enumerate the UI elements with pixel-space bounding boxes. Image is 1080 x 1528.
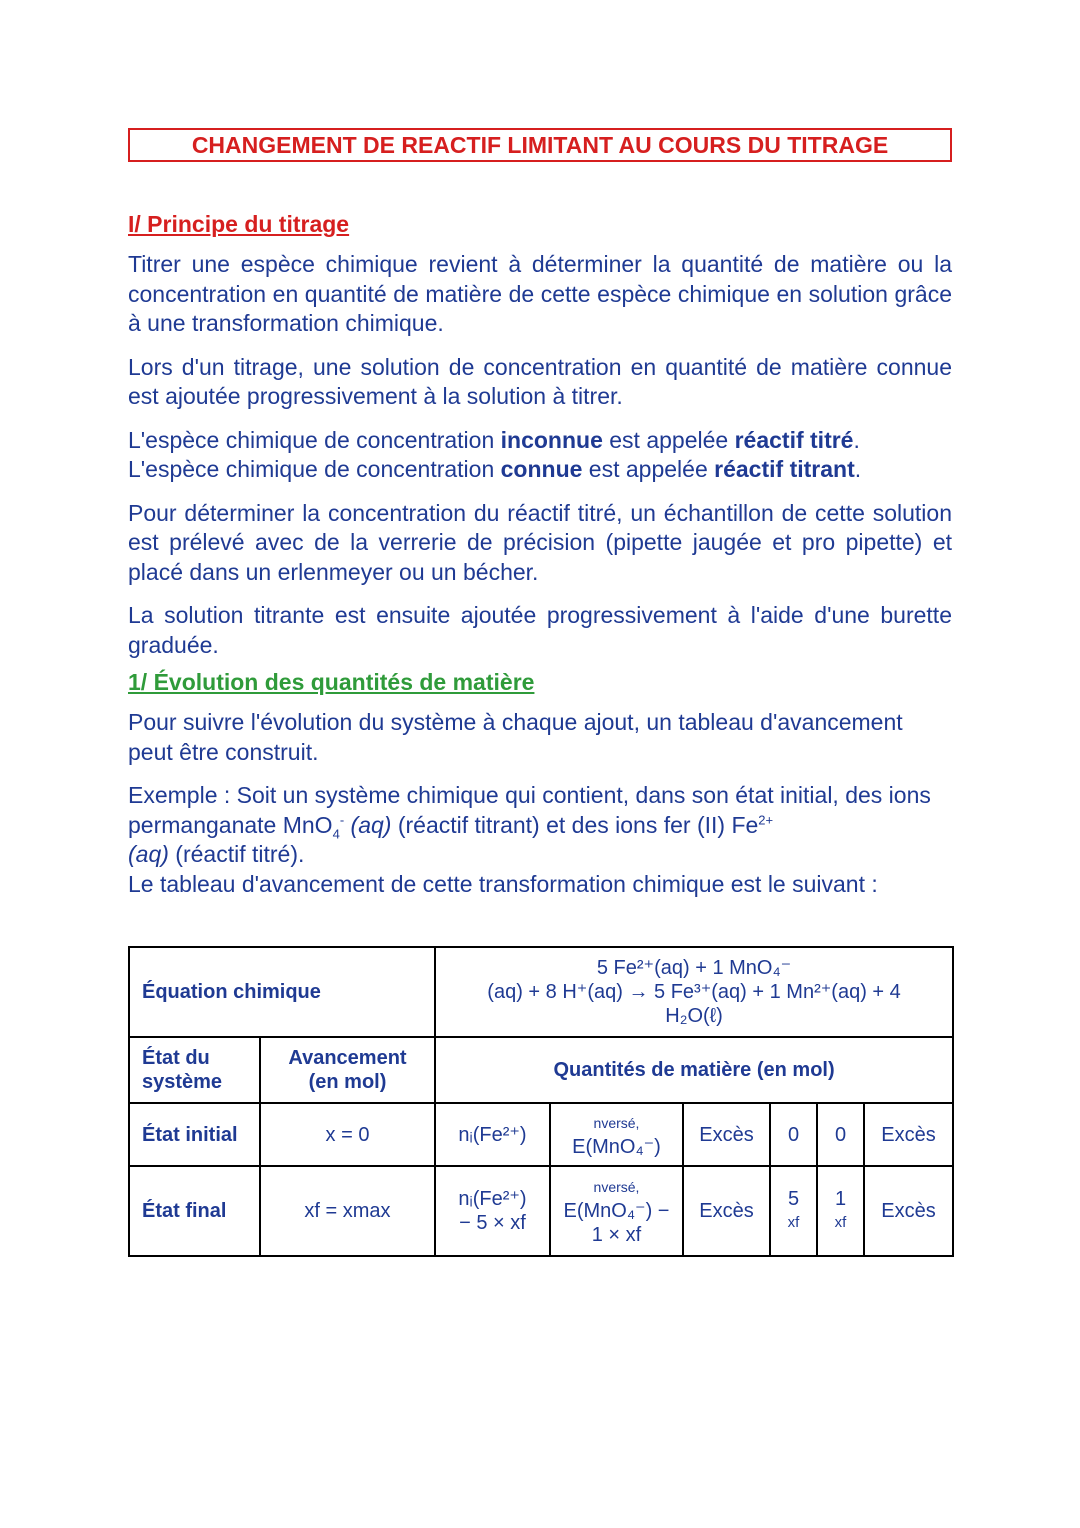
initial-mn2: 0 <box>817 1103 864 1166</box>
table-row-final <box>129 1166 953 1256</box>
paragraph-echantillon: Pour déterminer la concentration du réactif titré, un échantillon de cette solution est prélevé avec de la verrerie de précision (pipette jaugée et pro pipette) et placé dans un erlenmeyer ou un bécher. <box>128 499 952 585</box>
equation-label: Équation chimique <box>129 947 435 1037</box>
final-h: Excès <box>683 1166 770 1256</box>
paragraph-exemple: Exemple : Soit un système chimique qui contient, dans son état initial, des ions permanganate MnO$_4$- (aq) (réactif titrant) et des ions fer (II) $Fe^{2+}$ (aq) (réactif titré). Le tableau d'avancement de cette transformation chimique est le suivant : <box>128 782 931 897</box>
initial-fe2: nᵢ(Fe²⁺) <box>435 1103 550 1166</box>
paragraph-lors-titrage: Lors d'un titrage, une solution de concentration en quantité de matière connue est ajoutée progressivement à la solution à titrer. <box>128 353 952 409</box>
final-fe2: nᵢ(Fe²⁺) − 5 × xf <box>435 1166 550 1256</box>
etat-systeme-header: État du système <box>129 1037 260 1103</box>
initial-avancement: x = 0 <box>260 1103 435 1166</box>
avancement-header: Avancement (en mol) <box>260 1037 435 1103</box>
final-h2o: Excès <box>864 1166 953 1256</box>
final-mn2: 1 xf <box>817 1166 864 1256</box>
initial-h2o: Excès <box>864 1103 953 1166</box>
initial-mno4: nversé, E(MnO₄⁻) <box>550 1103 683 1166</box>
paragraph-reactifs: L'espèce chimique de concentration inconnue est appelée réactif titré. L'espèce chimique de concentration connue est appelée réactif titrant. <box>128 426 862 482</box>
etat-final-label: État final <box>129 1166 260 1256</box>
table-row-equation <box>129 947 953 1037</box>
table-row-header <box>129 1037 953 1103</box>
section-heading-principe: I/ Principe du titrage <box>128 211 350 237</box>
final-mno4: nversé, E(MnO₄⁻) − 1 × xf <box>550 1166 683 1256</box>
final-avancement: xf = xmax <box>260 1166 435 1256</box>
page-title: CHANGEMENT DE REACTIF LIMITANT AU COURS DU TITRAGE <box>128 128 952 162</box>
table-row-initial <box>129 1103 953 1166</box>
final-fe3: 5 xf <box>770 1166 817 1256</box>
initial-h: Excès <box>683 1103 770 1166</box>
quantites-header: Quantités de matière (en mol) <box>435 1037 953 1103</box>
initial-fe3: 0 <box>770 1103 817 1166</box>
paragraph-tableau-avancement: Pour suivre l'évolution du système à chaque ajout, un tableau d'avancement peut être construit. <box>128 709 903 765</box>
equation-cell: 5 Fe²⁺(aq) + 1 MnO₄⁻ (aq) + 8 H⁺(aq) → 5 Fe³⁺(aq) + 1 Mn²⁺(aq) + 4 H₂O(ℓ) <box>435 947 953 1037</box>
document-page <box>128 128 952 1246</box>
paragraph-burette: La solution titrante est ensuite ajoutée progressivement à l'aide d'une burette graduée. <box>128 602 952 658</box>
etat-initial-label: État initial <box>129 1103 260 1166</box>
paragraph-definition: Titrer une espèce chimique revient à déterminer la quantité de matière ou la concentration en quantité de matière de cette espèce chimique en solution grâce à une transformation chimique. <box>128 251 952 336</box>
section-heading-evolution: 1/ Évolution des quantités de matière <box>128 669 535 695</box>
advancement-table <box>128 946 954 1257</box>
